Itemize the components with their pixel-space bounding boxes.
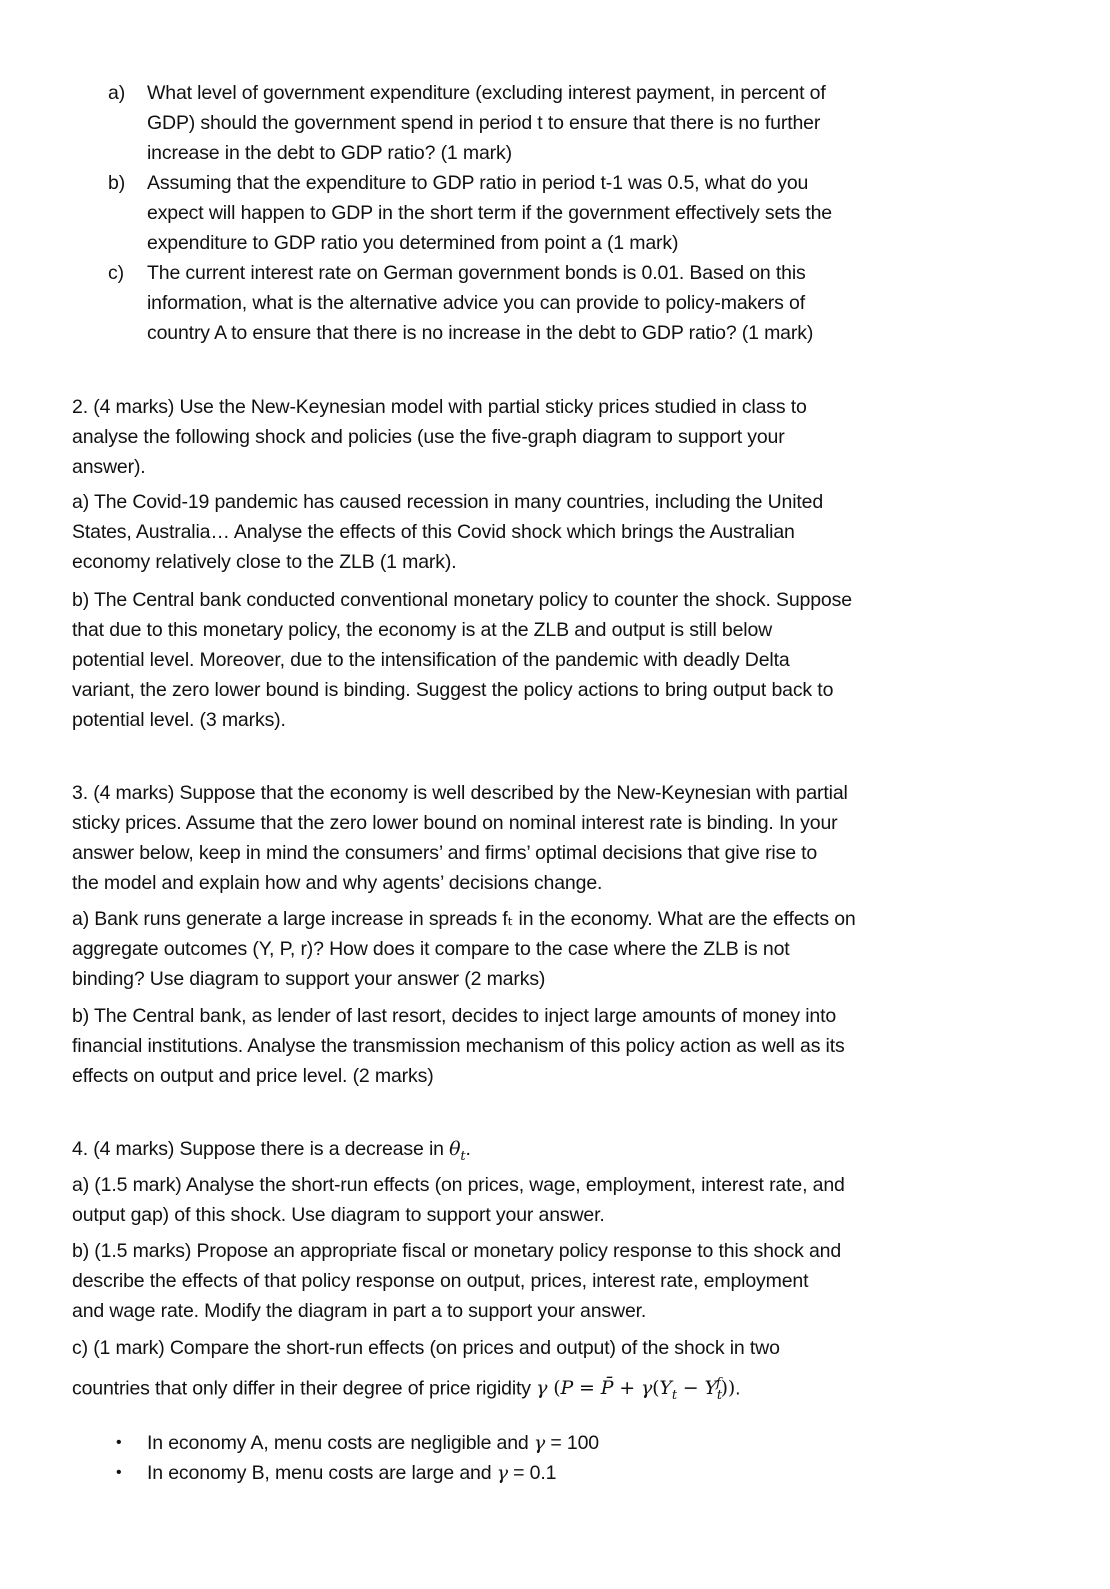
text-line: expect will happen to GDP in the short term if the government effectively sets the [147, 202, 833, 224]
text-line: a) Bank runs generate a large increase in spreads fₜ in the economy. What are the effects on [72, 908, 856, 930]
period: . [735, 1377, 741, 1400]
text-line: GDP) should the government spend in period t to ensure that there is no further [147, 112, 821, 134]
q3-intro [72, 778, 848, 898]
text-line: Assuming that the expenditure to GDP ratio in period t-1 was 0.5, what do you [147, 172, 809, 194]
q3-part-a [72, 904, 856, 994]
q4-part-c-formula-line [72, 1369, 740, 1411]
paren: ( [547, 1377, 561, 1400]
theta-symbol [449, 1138, 466, 1164]
text-line: the model and explain how and why agents’ decisions change. [72, 872, 603, 894]
item-label: b) [108, 172, 126, 194]
text-line: a) (1.5 mark) Analyse the short-run effects (on prices, wage, employment, interest rate, and [72, 1174, 845, 1196]
bullet-icon: • [116, 1434, 122, 1451]
text-line: potential level. (3 marks). [72, 709, 286, 731]
text-line: country A to ensure that there is no increase in the debt to GDP ratio? (1 mark) [147, 322, 814, 344]
text-line: c) (1 mark) Compare the short-run effects (on prices and output) of the shock in two [72, 1337, 780, 1359]
var-y: Y [659, 1377, 672, 1400]
plus: + [613, 1377, 641, 1400]
q2-intro [72, 392, 807, 482]
text: In economy A, menu costs are negligible and [147, 1432, 534, 1454]
text-line: information, what is the alternative advice you can provide to policy-makers of [147, 292, 805, 314]
minus: − [676, 1377, 705, 1400]
gamma: γ [533, 1432, 546, 1454]
value: = 100 [545, 1432, 599, 1454]
q2-part-a [72, 487, 823, 577]
text-line: b) The Central bank conducted conventional monetary policy to counter the shock. Suppose [72, 589, 852, 611]
q1-part-a [108, 78, 826, 168]
q4-part-a [72, 1170, 845, 1230]
gamma: γ [640, 1377, 653, 1400]
text-line: and wage rate. Modify the diagram in part a to support your answer. [72, 1300, 647, 1322]
text-line: variant, the zero lower bound is binding. Suggest the policy actions to bring output back to [72, 679, 834, 701]
text-line: describe the effects of that policy response on output, prices, interest rate, employment [72, 1270, 809, 1292]
var-y: Y [704, 1377, 717, 1400]
text-line: 2. (4 marks) Use the New-Keynesian model with partial sticky prices studied in class to [72, 396, 807, 418]
equals: = [573, 1377, 601, 1400]
text-line: binding? Use diagram to support your answer (2 marks) [72, 968, 546, 990]
text: In economy B, menu costs are large and [147, 1462, 497, 1484]
text-line: sticky prices. Assume that the zero lower bound on nominal interest rate is binding. In your [72, 812, 838, 834]
item-label: a) [108, 82, 126, 104]
text-line: output gap) of this shock. Use diagram to support your answer. [72, 1204, 605, 1226]
text-line: countries that only differ in their degree of price rigidity [72, 1377, 537, 1400]
theta-char: θ [449, 1138, 461, 1160]
gamma: γ [536, 1377, 548, 1400]
q2-part-b [72, 585, 852, 735]
text-line: increase in the debt to GDP ratio? (1 mark) [147, 142, 512, 164]
subscript-t: t [716, 1388, 722, 1404]
q1-part-b [108, 168, 833, 258]
price-rigidity-formula [536, 1376, 736, 1404]
text-line: potential level. Moreover, due to the intensification of the pandemic with deadly Delta [72, 649, 790, 671]
text-line: effects on output and price level. (2 marks) [72, 1065, 434, 1087]
gamma: γ [496, 1462, 508, 1484]
q4-part-b [72, 1236, 841, 1326]
text-line: answer). [72, 456, 146, 478]
bullet-item-economy-b [116, 1458, 557, 1488]
text-line: financial institutions. Analyse the transmission mechanism of this policy action as well as its [72, 1035, 845, 1057]
text-line: that due to this monetary policy, the economy is at the ZLB and output is still below [72, 619, 773, 641]
text-line: b) (1.5 marks) Propose an appropriate fiscal or monetary policy response to this shock and [72, 1240, 842, 1262]
text-line: analyse the following shock and policies (use the five-graph diagram to support your [72, 426, 785, 448]
text-line: aggregate outcomes (Y, P, r)? How does it compare to the case where the ZLB is not [72, 938, 790, 960]
text-line: 3. (4 marks) Suppose that the economy is well described by the New-Keynesian with partial [72, 782, 848, 804]
q4-part-c [72, 1333, 780, 1363]
paren: )) [720, 1377, 736, 1400]
text-line: b) The Central bank, as lender of last resort, decides to inject large amounts of money into [72, 1005, 837, 1027]
theta-subscript: t [460, 1148, 466, 1164]
text-line: answer below, keep in mind the consumers’ and firms’ optimal decisions that give rise to [72, 842, 818, 864]
item-label: c) [108, 262, 124, 284]
bullet-icon: • [116, 1464, 122, 1481]
text-line: economy relatively close to the ZLB (1 mark). [72, 551, 457, 573]
bullet-item-economy-a [116, 1428, 599, 1458]
q3-part-b [72, 1001, 845, 1091]
text-line: The current interest rate on German government bonds is 0.01. Based on this [147, 262, 806, 284]
text-line: States, Australia… Analyse the effects of this Covid shock which brings the Australian [72, 521, 795, 543]
superscript-f: f [715, 1376, 721, 1391]
var-p: P [560, 1377, 574, 1400]
text-line: What level of government expenditure (excluding interest payment, in percent of [147, 82, 826, 104]
paren: ( [652, 1377, 660, 1400]
value: = 0.1 [507, 1462, 557, 1484]
text-line: a) The Covid-19 pandemic has caused recession in many countries, including the United [72, 491, 824, 513]
subscript-t: t [671, 1388, 677, 1404]
q1-part-c [108, 258, 814, 348]
text-line: expenditure to GDP ratio you determined from point a (1 mark) [147, 232, 679, 254]
var-pbar: P̄ [600, 1377, 614, 1400]
period: . [465, 1138, 471, 1160]
q4-intro [72, 1134, 471, 1172]
text-line: 4. (4 marks) Suppose there is a decrease in [72, 1138, 450, 1160]
